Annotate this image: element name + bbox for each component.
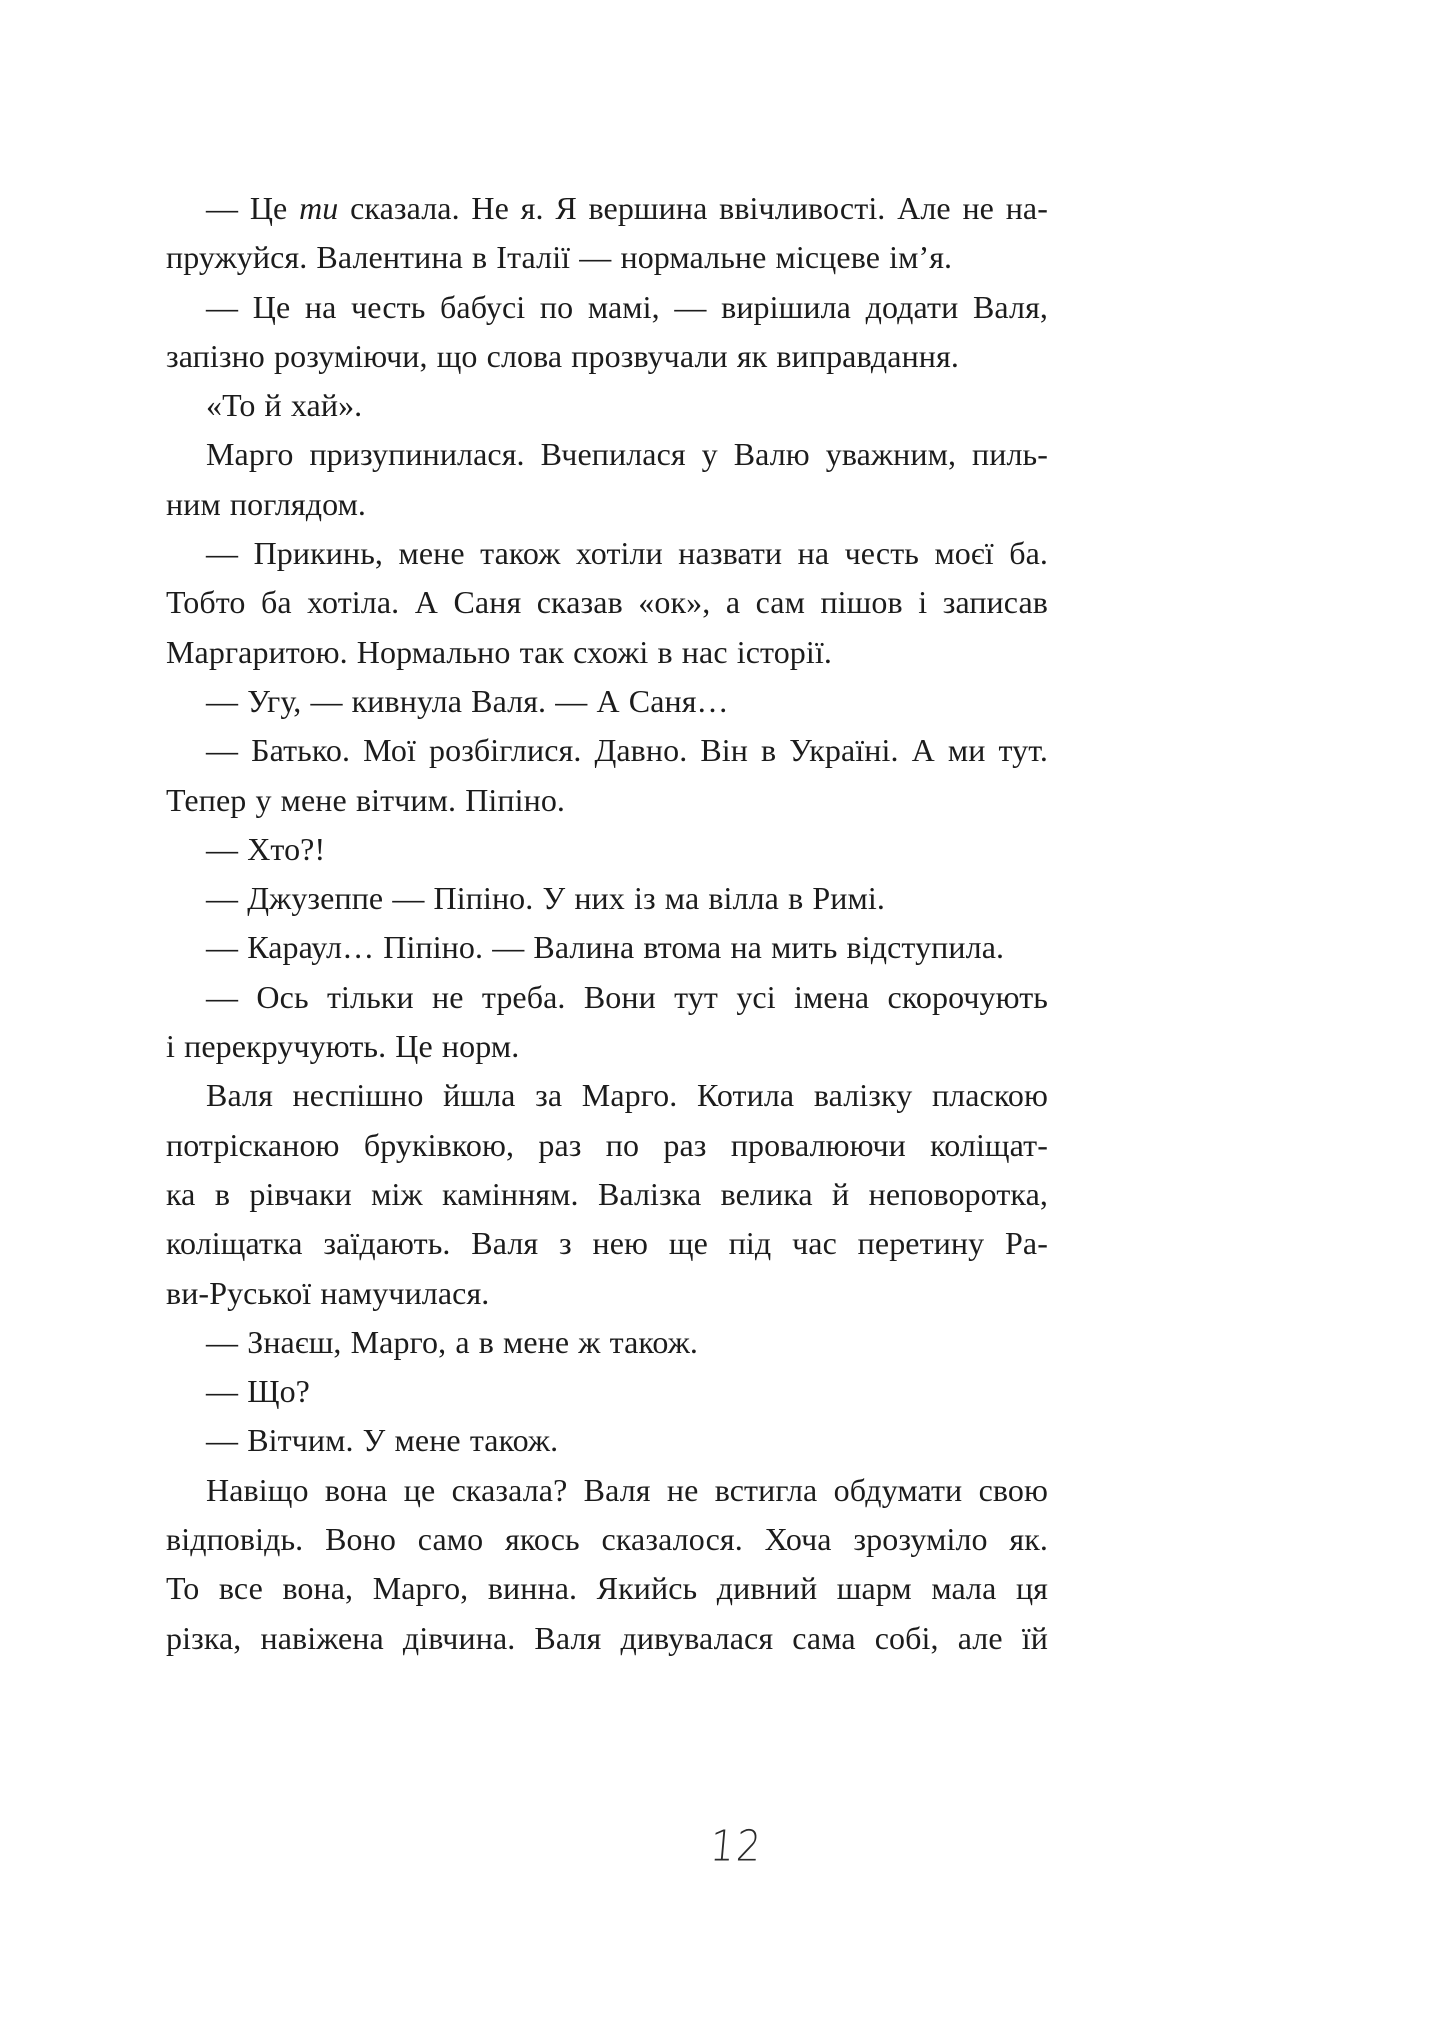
paragraph [166,726,1048,825]
text-line [166,776,1048,825]
text-segment: Тепер у мене вітчим. Піпіно. [166,781,566,818]
text-line [166,1515,1048,1564]
paragraph [166,1071,1048,1317]
text-line [166,1170,1048,1219]
text-line [166,677,1048,726]
text-line [166,1071,1048,1120]
text-line [166,628,1048,677]
text-line [166,726,1048,775]
text-segment: То все вона, Марго, винна. Якийсь дивний шарм мала ця [166,1570,1048,1607]
text-line [166,1614,1048,1663]
paragraph [166,973,1048,1072]
text-segment: ти [299,190,339,226]
paragraph [166,184,1048,283]
text-line [166,529,1048,578]
text-segment: Маргаритою. Нормально так схожі в нас історії. [166,633,832,670]
text-line [166,1564,1048,1613]
text-line [166,184,1048,233]
text-segment: коліщатка заїдають. Валя з нею ще під час перетину Ра- [166,1225,1048,1262]
paragraph [166,283,1048,382]
text-line [166,1367,1048,1416]
text-line [166,1466,1048,1515]
text-line [166,1416,1048,1465]
text-segment: — Караул… Піпіно. — Валина втома на мить відступила. [206,929,1005,966]
text-block [166,184,1048,1663]
text-segment: і перекручують. Це норм. [166,1028,520,1065]
paragraph [166,1466,1048,1663]
page-number: 12 [708,1821,765,1871]
paragraph [166,381,1048,430]
text-segment: ним поглядом. [166,485,367,522]
text-line [166,1269,1048,1318]
text-segment: Марго призупинилася. Вчепилася у Валю уважним, пиль- [206,436,1048,473]
text-line [166,283,1048,332]
text-line [166,578,1048,627]
text-segment: — Ось тільки не треба. Вони тут усі імена скорочують [206,978,1048,1015]
text-segment: «То й хай». [206,387,363,424]
text-segment: — Що? [206,1373,310,1410]
text-line [166,1318,1048,1367]
text-line [166,973,1048,1022]
text-segment: різка, навіжена дівчина. Валя дивувалася сама собі, але їй [166,1619,1048,1656]
text-line [166,1121,1048,1170]
paragraph [166,430,1048,529]
text-line [166,381,1048,430]
text-line [166,233,1048,282]
paragraph [166,1367,1048,1416]
text-line [166,825,1048,874]
text-segment: ви-Руської намучилася. [166,1274,490,1311]
text-segment: — Це [206,190,300,226]
text-segment: пружуйся. Валентина в Італії — нормальне місцеве ім’я. [166,239,953,276]
text-line [166,1022,1048,1071]
paragraph [166,874,1048,923]
text-line [166,430,1048,479]
text-segment: сказала. Не я. Я вершина ввічливості. Але не на- [338,190,1048,226]
paragraph [166,1416,1048,1465]
text-segment: запізно розуміючи, що слова прозвучали як виправдання. [166,337,959,374]
text-segment: Валя неспішно йшла за Марго. Котила валізку пласкою [206,1077,1048,1114]
text-segment: — Вітчим. У мене також. [206,1422,559,1459]
paragraph [166,529,1048,677]
text-segment: Тобто ба хотіла. А Саня сказав «ок», а сам пішов і записав [166,584,1048,621]
text-line [166,480,1048,529]
text-line [166,923,1048,972]
paragraph [166,1318,1048,1367]
text-segment: — Батько. Мої розбіглися. Давно. Він в Україні. А ми тут. [206,732,1048,769]
text-segment: — Хто?! [206,830,326,867]
text-segment: ка в рівчаки між камінням. Валізка велика й неповоротка, [166,1175,1048,1212]
text-segment: — Знаєш, Марго, а в мене ж також. [206,1323,699,1360]
text-segment: — Джузеппе — Піпіно. У них із ма вілла в Римі. [206,880,885,917]
text-segment: Навіщо вона це сказала? Валя не встигла обдумати свою [206,1471,1048,1508]
paragraph [166,825,1048,874]
paragraph [166,677,1048,726]
text-segment: — Прикинь, мене також хотіли назвати на честь моєї ба. [206,535,1048,572]
text-segment: — Угу, — кивнула Валя. — А Саня… [206,682,729,719]
text-line [166,332,1048,381]
text-line [166,874,1048,923]
text-segment: відповідь. Воно само якось сказалося. Хоча зрозуміло як. [166,1521,1048,1558]
text-segment: — Це на честь бабусі по мамі, — вирішила додати Валя, [206,288,1048,325]
text-segment: потрісканою бруківкою, раз по раз провалюючи коліщат- [166,1126,1048,1163]
text-line [166,1219,1048,1268]
paragraph [166,923,1048,972]
